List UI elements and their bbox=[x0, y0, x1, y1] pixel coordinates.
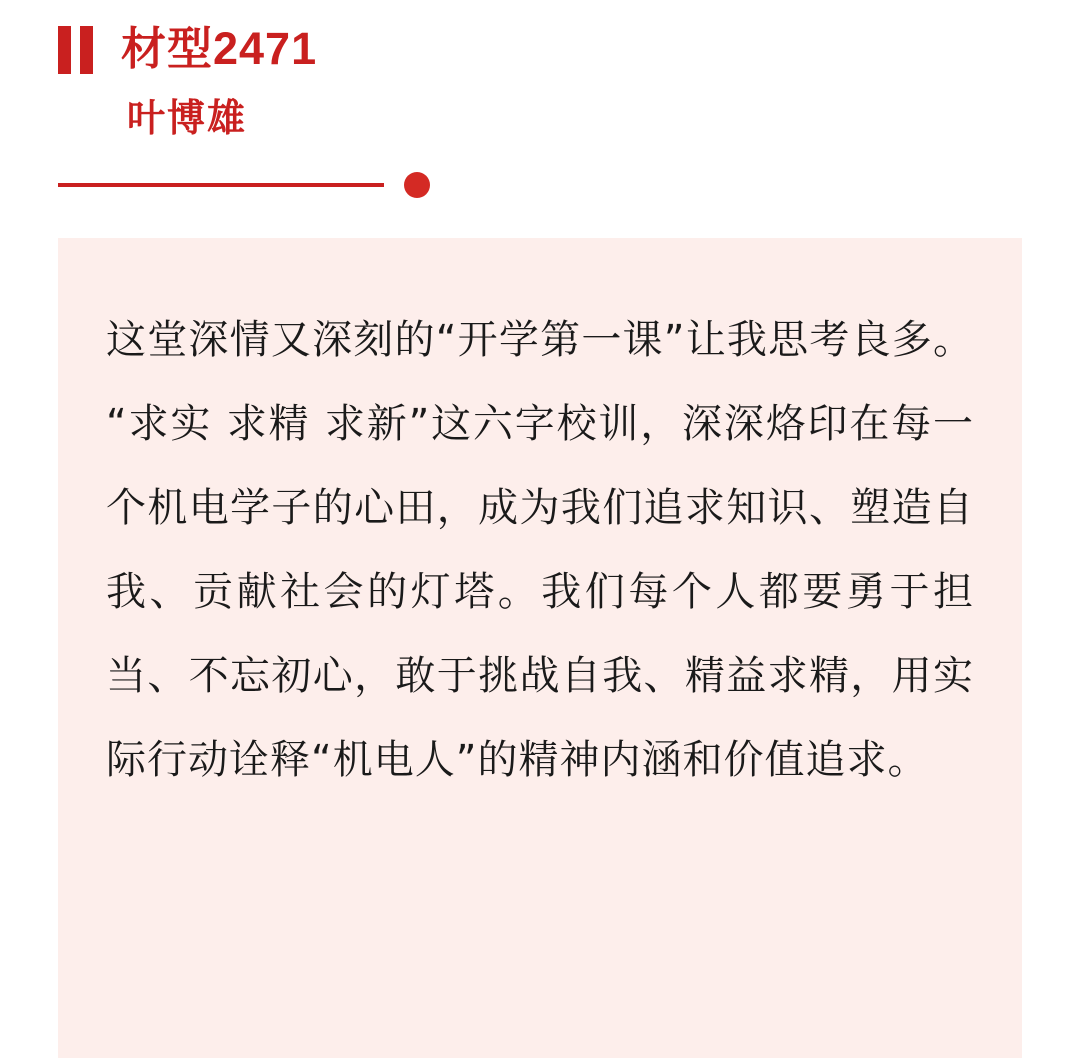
divider-line bbox=[58, 183, 384, 187]
document-header bbox=[0, 0, 1080, 198]
divider bbox=[0, 172, 1080, 198]
bar-left bbox=[58, 26, 71, 74]
student-name: 叶博雄 bbox=[127, 98, 248, 140]
page-title: 材型2471 bbox=[121, 22, 318, 74]
content-paragraph: 这堂深情又深刻的“开学第一课”让我思考良多。“求实 求精 求新”这六字校训，深深烙印在每一个机电学子的心田，成为我们追求知识、塑造自我、贡献社会的灯塔。我们每个人都要勇于担当、不忘初心，敢于挑战自我、精益求精，用实际行动诠释“机电人”的精神内涵和价值追求。 bbox=[106, 317, 974, 783]
bar-right bbox=[80, 26, 93, 74]
double-bar-icon bbox=[58, 26, 93, 74]
content-card bbox=[58, 238, 1022, 1058]
circle-dot-icon bbox=[404, 172, 430, 198]
title-row bbox=[0, 22, 1080, 74]
